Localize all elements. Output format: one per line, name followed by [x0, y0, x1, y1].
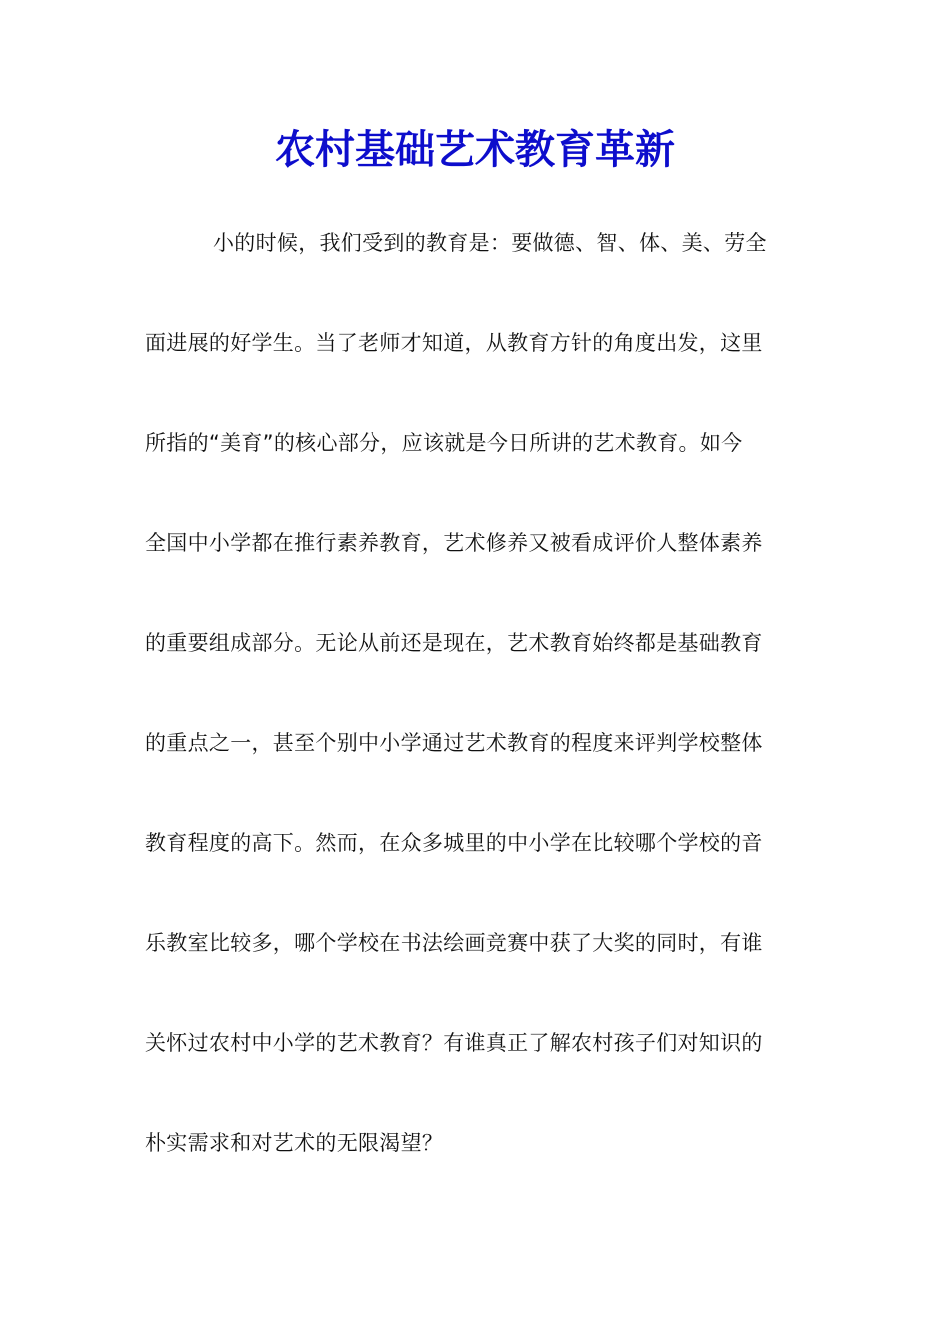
body-line-10: 朴实需求和对艺术的无限渴望？: [145, 1131, 444, 1155]
body-line-7: 教育程度的高下。然而，在众多城里的中小学在比较哪个学校的音: [145, 831, 763, 855]
body-line-6: 的重点之一，甚至个别中小学通过艺术教育的程度来评判学校整体: [145, 731, 763, 755]
body-line-8: 乐教室比较多，哪个学校在书法绘画竞赛中获了大奖的同时，有谁: [145, 931, 763, 955]
body-line-1: 小的时候，我们受到的教育是：要做德、智、体、美、劳全: [213, 231, 767, 255]
body-line-9: 关怀过农村中小学的艺术教育？有谁真正了解农村孩子们对知识的: [145, 1031, 763, 1055]
body-line-3: 所指的“美育”的核心部分，应该就是今日所讲的艺术教育。如今: [145, 431, 743, 455]
document-title: 农村基础艺术教育革新: [275, 126, 675, 173]
body-line-4: 全国中小学都在推行素养教育，艺术修养又被看成评价人整体素养: [145, 531, 763, 555]
body-line-2: 面进展的好学生。当了老师才知道，从教育方针的角度出发，这里: [145, 331, 763, 355]
body-line-5: 的重要组成部分。无论从前还是现在，艺术教育始终都是基础教育: [145, 631, 763, 655]
document-body: [145, 220, 805, 1220]
